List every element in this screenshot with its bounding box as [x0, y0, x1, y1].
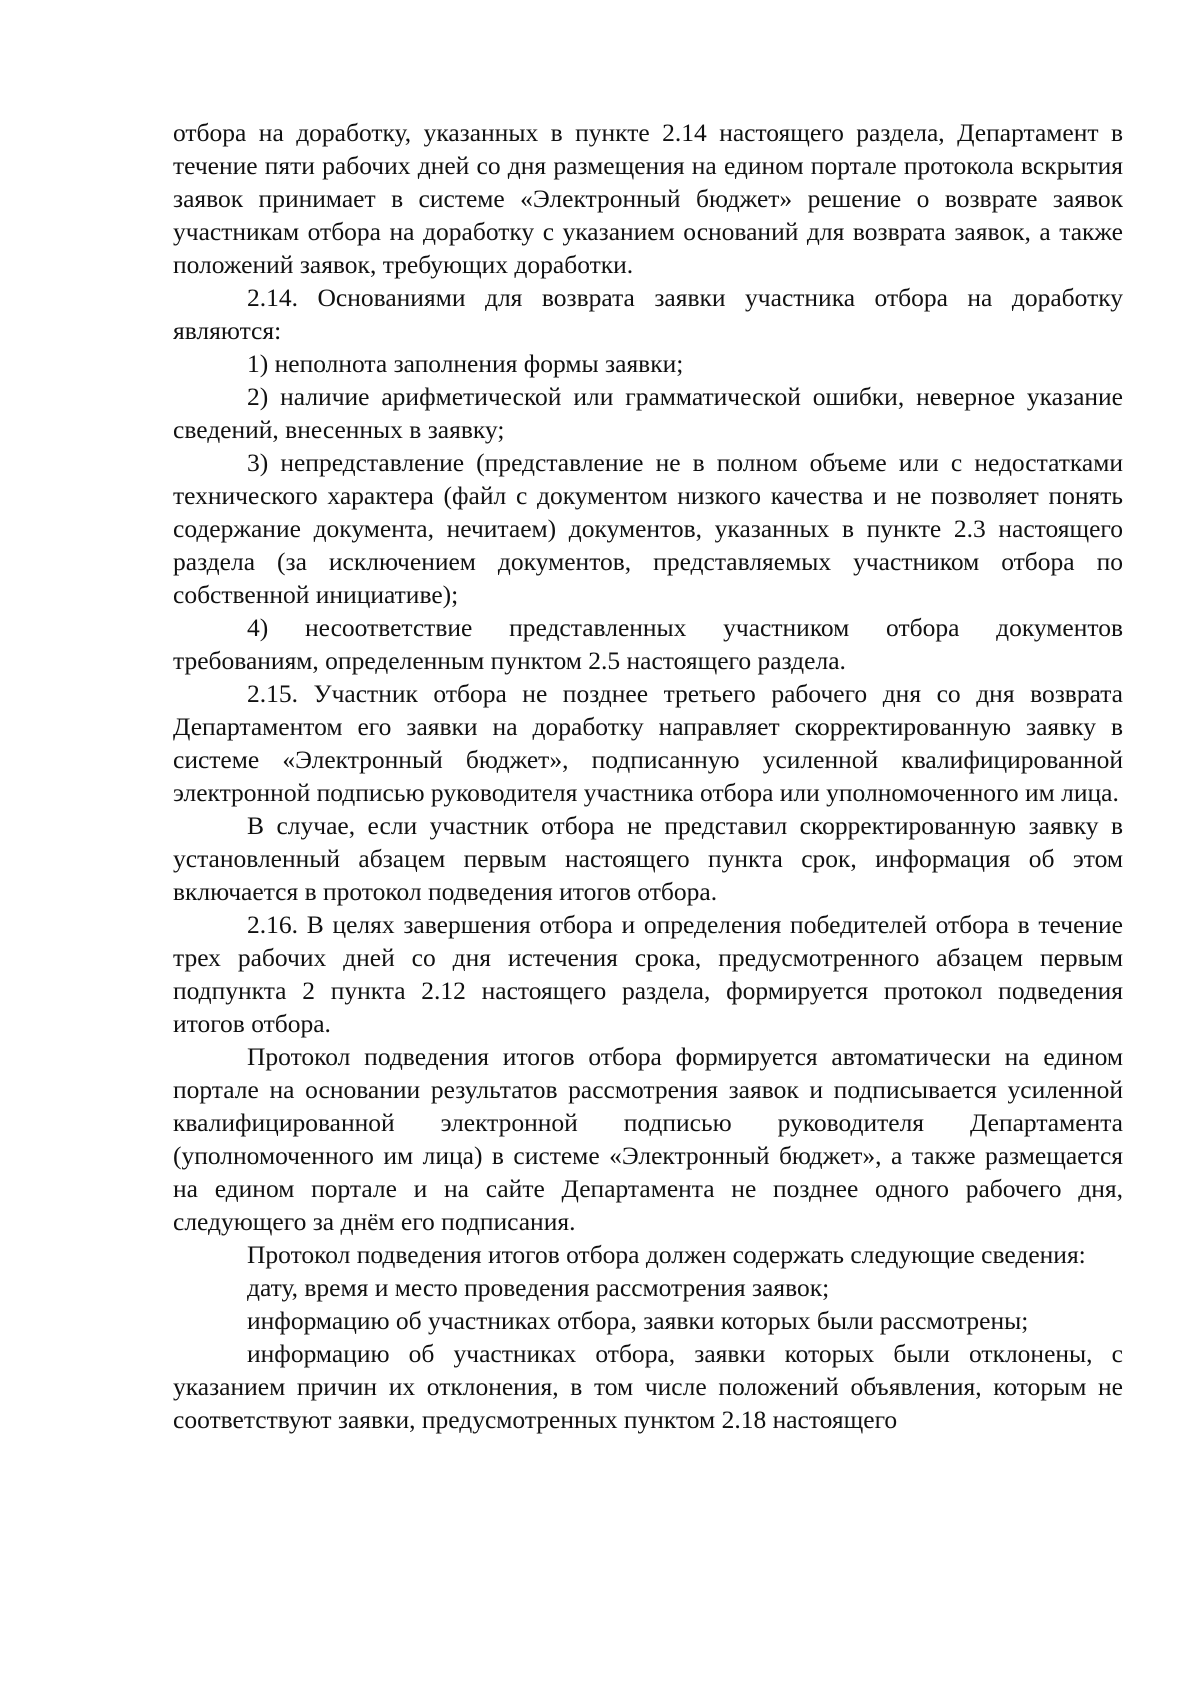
contents-item-date: дату, время и место проведения рассмотрения заявок; — [247, 1273, 830, 1302]
list-item-2: 2) наличие арифметической или грамматической ошибки, неверное указание сведений, внесенных в заявку; — [173, 382, 1123, 444]
contents-item-rejected: информацию об участниках отбора, заявки которых были отклонены, с указанием причин их отклонения, в том числе положений объявления, которым не соответствуют заявки, предусмотренных пунктом 2.18 настоящего — [173, 1339, 1123, 1434]
list-item-1: 1) неполнота заполнения формы заявки; — [247, 349, 684, 378]
paragraph-protocol-formation: Протокол подведения итогов отбора формируется автоматически на едином портале на основании результатов рассмотрения заявок и подписывается усиленной квалифицированной электронной подписью руководителя Департамента (уполномоченного им лица) в системе «Электронный бюджет», а также размещается на едином портале и на сайте Департамента не позднее одного рабочего дня, следующего за днём его подписания. — [173, 1042, 1123, 1236]
paragraph-2-15-case: В случае, если участник отбора не представил скорректированную заявку в установленный абзацем первым настоящего пункта срок, информация об этом включается в протокол подведения итогов отбора. — [173, 811, 1123, 906]
paragraph-continuation: отбора на доработку, указанных в пункте 2.14 настоящего раздела, Департамент в течение пяти рабочих дней со дня размещения на едином портале протокола вскрытия заявок принимает в системе «Электронный бюджет» решение о возврате заявок участникам отбора на доработку с указанием оснований для возврата заявок, а также положений заявок, требующих доработки. — [173, 118, 1123, 279]
paragraph-2-16: 2.16. В целях завершения отбора и определения победителей отбора в течение трех рабочих дней со дня истечения срока, предусмотренного абзацем первым подпункта 2 пункта 2.12 настоящего раздела, формируется протокол подведения итогов отбора. — [173, 910, 1123, 1038]
list-item-3: 3) непредставление (представление не в полном объеме или с недостатками технического характера (файл с документом низкого качества и не позволяет понять содержание документа, нечитаем) документов, указанных в пункте 2.3 настоящего раздела (за исключением документов, представляемых участником отбора по собственной инициативе); — [173, 448, 1123, 609]
paragraph-2-15: 2.15. Участник отбора не позднее третьего рабочего дня со дня возврата Департаментом его заявки на доработку направляет скорректированную заявку в системе «Электронный бюджет», подписанную усиленной квалифицированной электронной подписью руководителя участника отбора или уполномоченного им лица. — [173, 679, 1123, 807]
contents-item-reviewed: информацию об участниках отбора, заявки которых были рассмотрены; — [247, 1306, 1029, 1335]
document-page — [173, 116, 1123, 1436]
list-item-4: 4) несоответствие представленных участником отбора документов требованиям, определенным пунктом 2.5 настоящего раздела. — [173, 613, 1123, 675]
paragraph-protocol-contents: Протокол подведения итогов отбора должен содержать следующие сведения: — [247, 1240, 1086, 1269]
paragraph-2-14: 2.14. Основаниями для возврата заявки участника отбора на доработку являются: — [173, 283, 1123, 345]
